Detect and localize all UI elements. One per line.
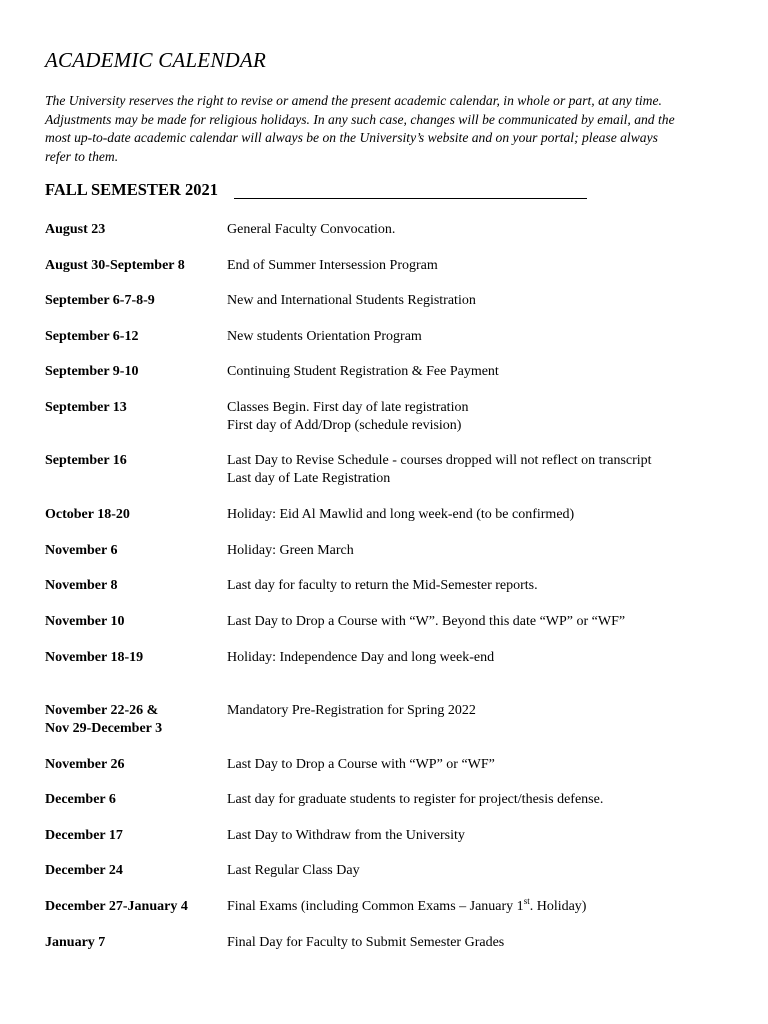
entry-event: New students Orientation Program (227, 329, 422, 344)
entry-event: Last Regular Class Day (227, 863, 360, 878)
entry-date: August 23 (45, 222, 106, 237)
entry-event: Final Exams (including Common Exams – January 1st. Holiday) (227, 896, 587, 914)
entry-date: November 6 (45, 543, 118, 558)
disclaimer-paragraph (45, 92, 745, 166)
entry-event: Last Day to Revise Schedule - courses dropped will not reflect on transcript Last day of Late Registration (227, 453, 652, 486)
disclaimer-line: most up-to-date academic calendar will always be on the University’s website and on your portal; please always (45, 130, 658, 145)
entry-date: September 6-7-8-9 (45, 293, 155, 308)
entry-date: November 26 (45, 757, 125, 772)
entry-event: Last Day to Withdraw from the University (227, 828, 465, 843)
entry-date: December 27-January 4 (45, 899, 188, 914)
entry-event: Continuing Student Registration & Fee Payment (227, 364, 499, 379)
entry-date: October 18-20 (45, 507, 130, 522)
entry-date: September 6-12 (45, 329, 139, 344)
entry-date: November 22-26 & Nov 29-December 3 (45, 703, 163, 736)
entry-date: November 18-19 (45, 650, 144, 665)
heading-underline (234, 198, 587, 199)
entry-event: End of Summer Intersession Program (227, 258, 438, 273)
entry-date: December 24 (45, 863, 123, 878)
semester-heading: FALL SEMESTER 2021 (45, 180, 218, 199)
disclaimer-line: refer to them. (45, 148, 119, 164)
entry-event: Final Day for Faculty to Submit Semester Grades (227, 935, 505, 950)
entry-date: August 30-September 8 (45, 258, 185, 273)
entry-event: Last Day to Drop a Course with “W”. Beyond this date “WP” or “WF” (227, 614, 626, 629)
entry-event: Last day for graduate students to register for project/thesis defense. (227, 792, 604, 807)
entry-event: Holiday: Eid Al Mawlid and long week-end (to be confirmed) (227, 507, 575, 522)
page-title: ACADEMIC CALENDAR (45, 48, 266, 72)
entry-event: Holiday: Green March (227, 543, 354, 558)
disclaimer-line: The University reserves the right to revise or amend the present academic calendar, in whole or part, at any time. (45, 93, 662, 108)
entry-date: November 10 (45, 614, 125, 629)
entry-event: Holiday: Independence Day and long week-end (227, 650, 495, 665)
entry-date: December 6 (45, 792, 116, 807)
entry-date: January 7 (45, 935, 106, 950)
entry-event: Last day for faculty to return the Mid-Semester reports. (227, 578, 538, 593)
entry-date: September 9-10 (45, 364, 139, 379)
entry-date: September 16 (45, 453, 127, 468)
entry-event: General Faculty Convocation. (227, 222, 396, 237)
disclaimer-line: Adjustments may be made for religious holidays. In any such case, changes will be communicated by email, and the (45, 111, 675, 127)
entry-event: New and International Students Registration (227, 293, 476, 308)
entry-date: December 17 (45, 828, 123, 843)
entry-event: Last Day to Drop a Course with “WP” or “WF” (227, 757, 495, 772)
entry-event: Classes Begin. First day of late registration First day of Add/Drop (schedule revision) (227, 400, 469, 433)
entry-date: September 13 (45, 400, 127, 415)
entry-event: Mandatory Pre-Registration for Spring 2022 (227, 703, 476, 718)
entry-date: November 8 (45, 578, 118, 593)
